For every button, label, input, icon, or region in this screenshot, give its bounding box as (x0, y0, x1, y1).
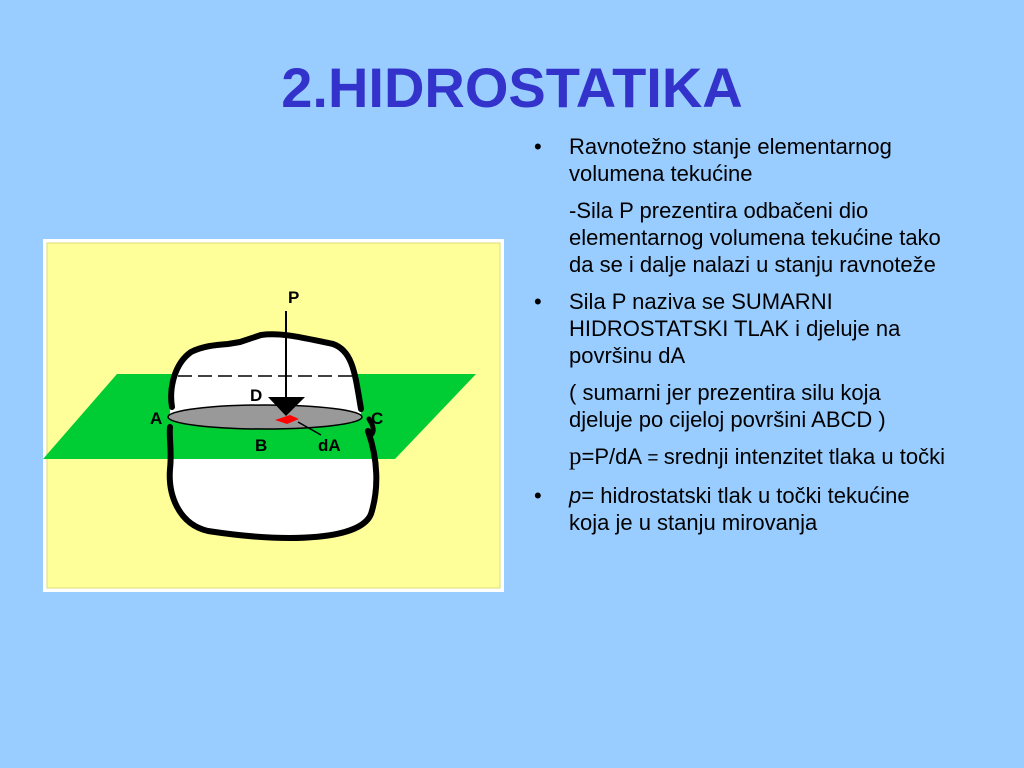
formula-description: srednji intenzitet tlaka u točki (663, 444, 945, 469)
bullet-marker: • (534, 134, 542, 159)
bullet-text: Ravnotežno stanje elementarnog volumena tekućine (569, 134, 892, 186)
label-D: D (250, 386, 263, 405)
bullet-text: = hidrostatski tlak u točki tekućine koja je u stanju mirovanja (569, 483, 910, 535)
bullet-marker: • (534, 289, 542, 314)
section-abcd (168, 405, 362, 429)
sumarni-description: ( sumarni jer prezentira silu koja djeluje po cijeloj površini ABCD ) (569, 380, 886, 432)
label-A: A (150, 409, 163, 428)
sila-description: -Sila P prezentira odbačeni dio elementarnog volumena tekućine tako da se i dalje nalazi u stanju ravnoteže (569, 198, 941, 277)
pressure-formula (530, 443, 950, 472)
figure-svg (43, 239, 504, 592)
bullet-marker: • (534, 483, 542, 508)
pressure-symbol: p (569, 483, 582, 508)
label-dA: dA (318, 436, 341, 455)
formula-expression: =P/dA (581, 444, 643, 469)
bullet-item (530, 288, 950, 369)
hydrostatics-figure (43, 239, 504, 592)
formula-equals: = (642, 448, 664, 469)
text-content (530, 133, 950, 546)
slide-title: 2.HIDROSTATIKA (281, 56, 743, 119)
bullet-item (530, 482, 950, 536)
bullet-text: Sila P naziva se SUMARNI HIDROSTATSKI TLAK i djeluje na površinu dA (569, 289, 901, 368)
label-P: P (288, 288, 300, 307)
formula-symbol: p (569, 443, 582, 470)
label-B: B (255, 436, 268, 455)
label-C: C (371, 409, 384, 428)
bullet-item (530, 133, 950, 187)
